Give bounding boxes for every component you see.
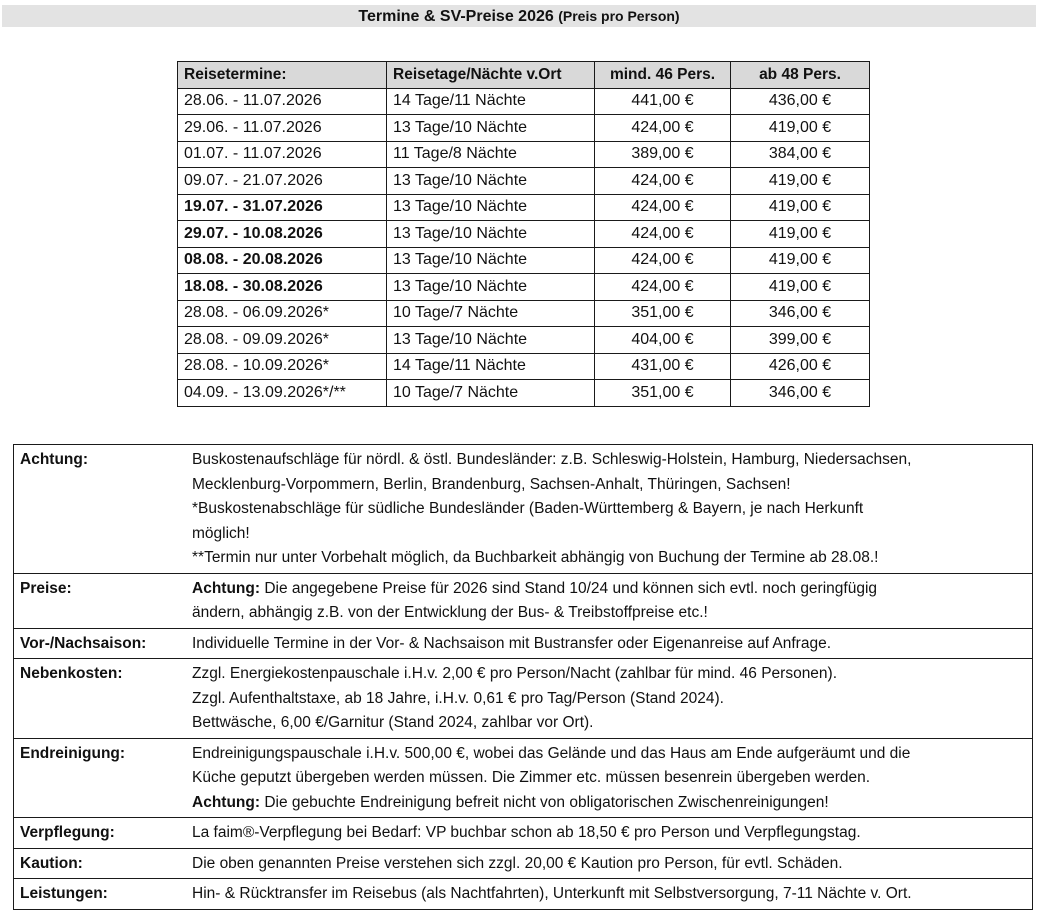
info-line — [192, 821, 1026, 846]
info-label: Endreinigung: — [14, 738, 181, 818]
info-line-text: La faim®-Verpflegung bei Bedarf: VP buchbar schon ab 18,50 € pro Person und Verpflegungstag. — [192, 824, 861, 841]
table-row — [178, 194, 870, 221]
cell-days-nights: 10 Tage/7 Nächte — [387, 300, 595, 327]
info-line-text: Mecklenburg-Vorpommern, Berlin, Brandenburg, Sachsen-Anhalt, Thüringen, Sachsen! — [192, 475, 791, 493]
info-line-text: *Buskostenabschläge für südliche Bundesländer (Baden-Württemberg & Bayern, je nach Herkunft — [192, 500, 864, 517]
table-row — [178, 247, 870, 274]
info-text — [180, 628, 1033, 659]
cell-price-from-48: 419,00 € — [731, 115, 870, 142]
table-row — [178, 274, 870, 301]
info-line-text: **Termin nur unter Vorbehalt möglich, da Buchbarkeit abhängig von Buchung der Termine ab 28.08.! — [192, 549, 879, 566]
cell-price-from-48: 419,00 € — [731, 274, 870, 301]
cell-price-min-46: 424,00 € — [595, 221, 731, 248]
cell-days-nights: 13 Tage/10 Nächte — [387, 115, 595, 142]
info-line — [192, 662, 1026, 687]
table-row — [178, 168, 870, 195]
info-line-text: Die oben genannten Preise verstehen sich zzgl. 20,00 € Kaution pro Person, für evtl. Schäden. — [192, 854, 843, 872]
info-line-emphasis: Achtung: — [192, 793, 261, 811]
cell-price-min-46: 424,00 € — [595, 194, 731, 221]
table-row — [178, 380, 870, 407]
cell-days-nights: 14 Tage/11 Nächte — [387, 88, 595, 115]
info-line-text: Die angegebene Preise für 2026 sind Stand 10/24 und können sich evtl. noch geringfügig — [260, 579, 878, 597]
cell-days-nights: 11 Tage/8 Nächte — [387, 141, 595, 168]
cell-days-nights: 14 Tage/11 Nächte — [387, 353, 595, 380]
table-row — [178, 300, 870, 327]
title-subtitle: (Preis pro Person) — [558, 8, 680, 24]
info-line-text: Die gebuchte Endreinigung befreit nicht von obligatorischen Zwischenreinigungen! — [260, 793, 829, 811]
cell-travel-dates: 28.08. - 09.09.2026* — [178, 327, 387, 354]
info-line-text: Zzgl. Energiekostenpauschale i.H.v. 2,00 € pro Person/Nacht (zahlbar für mind. 46 Personen). — [192, 665, 838, 682]
cell-price-min-46: 441,00 € — [595, 88, 731, 115]
info-line-text: Bettwäsche, 6,00 €/Garnitur (Stand 2024, zahlbar vor Ort). — [192, 714, 594, 731]
info-row — [14, 445, 1033, 574]
cell-price-from-48: 346,00 € — [731, 300, 870, 327]
cell-price-from-48: 419,00 € — [731, 194, 870, 221]
cell-price-from-48: 419,00 € — [731, 168, 870, 195]
info-line — [192, 448, 1026, 473]
cell-days-nights: 13 Tage/10 Nächte — [387, 327, 595, 354]
info-line-text: Individuelle Termine in der Vor- & Nachsaison mit Bustransfer oder Eigenanreise auf Anfrage. — [192, 634, 832, 652]
info-line — [192, 742, 1026, 767]
info-line — [192, 632, 1026, 657]
info-line — [192, 473, 1026, 498]
info-line — [192, 522, 1026, 547]
info-row — [14, 818, 1033, 849]
cell-days-nights: 10 Tage/7 Nächte — [387, 380, 595, 407]
table-row — [178, 353, 870, 380]
cell-travel-dates: 09.07. - 21.07.2026 — [178, 168, 387, 195]
table-header-row — [178, 62, 870, 89]
info-label: Verpflegung: — [14, 818, 181, 849]
info-line — [192, 766, 1026, 791]
dates-price-table — [177, 61, 870, 407]
cell-price-min-46: 351,00 € — [595, 380, 731, 407]
cell-price-min-46: 424,00 € — [595, 115, 731, 142]
cell-price-from-48: 426,00 € — [731, 353, 870, 380]
info-row — [14, 659, 1033, 739]
info-text — [180, 738, 1033, 818]
title-main: Termine & SV-Preise 2026 — [358, 8, 554, 25]
info-label: Kaution: — [14, 848, 181, 879]
cell-price-from-48: 419,00 € — [731, 221, 870, 248]
info-table-body — [14, 445, 1033, 910]
cell-price-from-48: 399,00 € — [731, 327, 870, 354]
info-line — [192, 791, 1026, 816]
info-row — [14, 738, 1033, 818]
info-label: Vor-/Nachsaison: — [14, 628, 181, 659]
info-row — [14, 879, 1033, 910]
cell-price-min-46: 424,00 € — [595, 247, 731, 274]
cell-travel-dates: 28.06. - 11.07.2026 — [178, 88, 387, 115]
cell-days-nights: 13 Tage/10 Nächte — [387, 194, 595, 221]
info-text — [180, 879, 1033, 910]
cell-price-from-48: 436,00 € — [731, 88, 870, 115]
cell-price-from-48: 346,00 € — [731, 380, 870, 407]
info-row — [14, 848, 1033, 879]
cell-price-min-46: 424,00 € — [595, 274, 731, 301]
table-row — [178, 115, 870, 142]
cell-travel-dates: 08.08. - 20.08.2026 — [178, 247, 387, 274]
info-line-text: Buskostenaufschläge für nördl. & östl. Bundesländer: z.B. Schleswig-Holstein, Hamburg, Niedersachsen, — [192, 451, 912, 468]
cell-travel-dates: 01.07. - 11.07.2026 — [178, 141, 387, 168]
header-travel-dates: Reisetermine: — [178, 62, 387, 89]
info-line-text: Endreinigungspauschale i.H.v. 500,00 €, wobei das Gelände und das Haus am Ende aufgeräumt und die — [192, 744, 911, 762]
cell-price-min-46: 351,00 € — [595, 300, 731, 327]
table-row — [178, 221, 870, 248]
info-text — [180, 818, 1033, 849]
cell-travel-dates: 28.08. - 10.09.2026* — [178, 353, 387, 380]
info-text — [180, 445, 1033, 574]
cell-travel-dates: 19.07. - 31.07.2026 — [178, 194, 387, 221]
cell-price-min-46: 424,00 € — [595, 168, 731, 195]
cell-days-nights: 13 Tage/10 Nächte — [387, 274, 595, 301]
info-line — [192, 546, 1026, 571]
info-table — [13, 444, 1033, 910]
info-line-text: ändern, abhängig z.B. von der Entwicklung der Bus- & Treibstoffpreise etc.! — [192, 604, 708, 621]
cell-days-nights: 13 Tage/10 Nächte — [387, 168, 595, 195]
page-title — [2, 5, 1036, 27]
info-line — [192, 497, 1026, 522]
info-line-emphasis: Achtung: — [192, 579, 261, 597]
cell-price-min-46: 431,00 € — [595, 353, 731, 380]
info-text — [180, 848, 1033, 879]
info-label: Achtung: — [14, 445, 181, 574]
info-line-text: Zzgl. Aufenthaltstaxe, ab 18 Jahre, i.H.v. 0,61 € pro Tag/Person (Stand 2024). — [192, 689, 724, 707]
cell-travel-dates: 04.09. - 13.09.2026*/** — [178, 380, 387, 407]
info-text — [180, 659, 1033, 739]
table-row — [178, 88, 870, 115]
table-row — [178, 141, 870, 168]
info-line-text: Hin- & Rücktransfer im Reisebus (als Nachtfahrten), Unterkunft mit Selbstversorgung, 7-11 Nächte v. Ort. — [192, 885, 912, 902]
cell-days-nights: 13 Tage/10 Nächte — [387, 221, 595, 248]
cell-price-min-46: 404,00 € — [595, 327, 731, 354]
info-label: Preise: — [14, 573, 181, 628]
cell-travel-dates: 28.08. - 06.09.2026* — [178, 300, 387, 327]
cell-price-min-46: 389,00 € — [595, 141, 731, 168]
info-label: Leistungen: — [14, 879, 181, 910]
header-price-from-48: ab 48 Pers. — [731, 62, 870, 89]
info-line — [192, 711, 1026, 736]
info-line-text: Küche geputzt übergeben werden müssen. Die Zimmer etc. müssen besenrein übergeben werden. — [192, 769, 871, 786]
info-line — [192, 601, 1026, 626]
info-line-text: möglich! — [192, 524, 250, 542]
info-row — [14, 628, 1033, 659]
cell-price-from-48: 384,00 € — [731, 141, 870, 168]
cell-days-nights: 13 Tage/10 Nächte — [387, 247, 595, 274]
cell-travel-dates: 29.07. - 10.08.2026 — [178, 221, 387, 248]
info-line — [192, 687, 1026, 712]
header-price-min-46: mind. 46 Pers. — [595, 62, 731, 89]
cell-travel-dates: 29.06. - 11.07.2026 — [178, 115, 387, 142]
info-row — [14, 573, 1033, 628]
table-row — [178, 327, 870, 354]
info-text — [180, 573, 1033, 628]
cell-travel-dates: 18.08. - 30.08.2026 — [178, 274, 387, 301]
info-label: Nebenkosten: — [14, 659, 181, 739]
info-line — [192, 852, 1026, 877]
info-line — [192, 882, 1026, 907]
info-line — [192, 577, 1026, 602]
header-days-nights: Reisetage/Nächte v.Ort — [387, 62, 595, 89]
cell-price-from-48: 419,00 € — [731, 247, 870, 274]
dates-table-body — [178, 88, 870, 406]
